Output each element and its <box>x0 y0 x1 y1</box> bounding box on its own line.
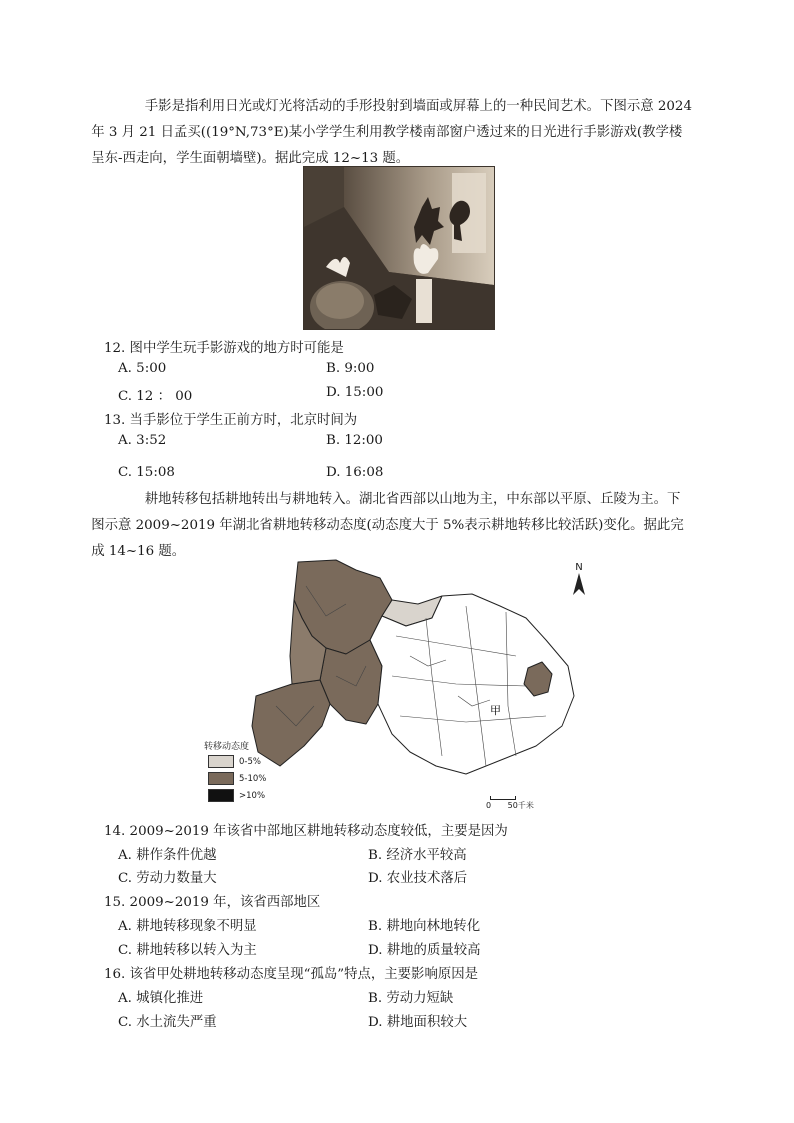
question-13-option-c: C. 15:08 <box>118 465 175 480</box>
scale-bar-line <box>490 796 516 800</box>
passage-1-line-3: 呈东-西走向，学生面朝墙壁)。据此完成 12~13 题。 <box>91 151 410 166</box>
legend-label-low: 0-5% <box>239 757 261 767</box>
legend-title: 转移动态度 <box>204 742 250 752</box>
question-12-option-a: A. 5:00 <box>118 361 167 376</box>
question-13-option-d: D. 16:08 <box>326 465 384 480</box>
passage-1-line-2: 年 3 月 21 日孟买((19°N,73°E)某小学学生利用教学楼南部窗户透过来的日光进行手影游戏(教学楼 <box>91 125 683 140</box>
legend-swatch-low <box>208 755 234 768</box>
legend-item-low <box>208 755 261 768</box>
question-14-option-d: D. 农业技术落后 <box>368 871 468 886</box>
passage-2 <box>91 487 698 565</box>
question-16-option-c: C. 水土流失严重 <box>118 1015 217 1030</box>
map-region-west-central <box>320 640 382 724</box>
legend-label-high: >10% <box>239 791 266 801</box>
question-12-option-c: C. 12 ： 00 <box>118 389 193 404</box>
legend-label-mid: 5-10% <box>239 774 267 784</box>
legend-item-high <box>208 789 265 802</box>
scale-bar <box>486 796 534 811</box>
question-16-option-a: A. 城镇化推进 <box>118 991 204 1006</box>
passage-2-line-2: 图示意 2009~2019 年湖北省耕地转移动态度(动态度大于 5%表示耕地转移比较活跃)变化。据此完 <box>91 518 684 533</box>
legend-swatch-mid <box>208 772 234 785</box>
scale-zero: 0 <box>486 801 492 810</box>
passage-1-line-1: 手影是指利用日光或灯光将活动的手形投射到墙面或屏幕上的一种民间艺术。下图示意 2024 <box>144 99 692 114</box>
question-14-option-a: A. 耕作条件优越 <box>118 848 217 863</box>
question-14-option-c: C. 劳动力数量大 <box>118 871 217 886</box>
question-12-option-b: B. 9:00 <box>326 361 375 376</box>
question-12-option-d: D. 15:00 <box>326 385 384 400</box>
question-15-option-c: C. 耕地转移以转入为主 <box>118 943 257 958</box>
scale-label: 50千米 <box>507 801 534 810</box>
map-label-jia: 甲 <box>490 704 501 717</box>
question-16-option-d: D. 耕地面积较大 <box>368 1015 468 1030</box>
passage-2-line-1: 耕地转移包括耕地转出与耕地转入。湖北省西部以山地为主，中东部以平原、丘陵为主。下 <box>144 492 681 507</box>
hand-shadow-photo <box>303 166 495 330</box>
map-region-southwest <box>252 680 330 766</box>
question-13-stem: 13. 当手影位于学生正前方时，北京时间为 <box>104 413 358 428</box>
question-14-stem: 14. 2009~2019 年该省中部地区耕地转移动态度较低，主要是因为 <box>104 824 508 839</box>
legend-item-mid <box>208 772 266 785</box>
question-16-stem: 16. 该省甲处耕地转移动态度呈现“孤岛”特点，主要影响原因是 <box>104 967 479 982</box>
question-12-stem: 12. 图中学生玩手影游戏的地方时可能是 <box>104 341 344 356</box>
question-15-stem: 15. 2009~2019 年，该省西部地区 <box>104 895 321 910</box>
question-14-option-b: B. 经济水平较高 <box>368 848 467 863</box>
north-label: N <box>575 562 583 573</box>
question-15-option-d: D. 耕地的质量较高 <box>368 943 481 958</box>
question-13-option-b: B. 12:00 <box>326 433 383 448</box>
passage-2-line-3: 成 14~16 题。 <box>91 544 186 559</box>
north-arrow <box>571 562 587 600</box>
legend-swatch-high <box>208 789 234 802</box>
question-16-option-b: B. 劳动力短缺 <box>368 991 454 1006</box>
question-15-option-b: B. 耕地向林地转化 <box>368 919 481 934</box>
north-arrow-icon <box>571 573 587 597</box>
question-13-option-a: A. 3:52 <box>118 433 167 448</box>
passage-1 <box>91 94 698 172</box>
question-15-option-a: A. 耕地转移现象不明显 <box>118 919 257 934</box>
